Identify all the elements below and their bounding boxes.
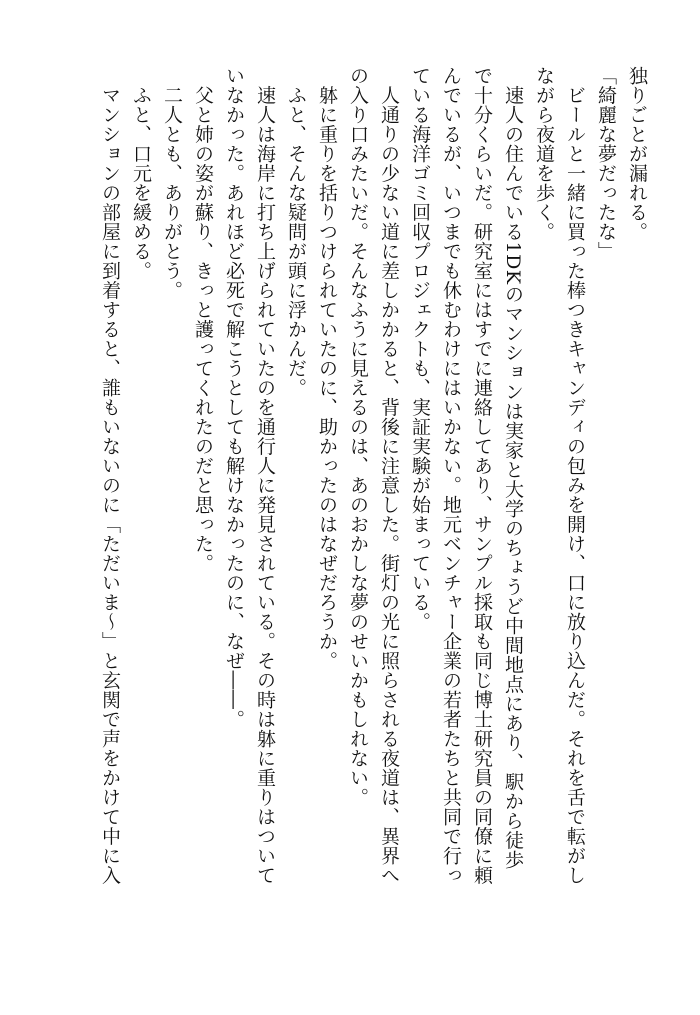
text-line: んでいるが、いつまでも休むわけにはいかない。地元ベンチャー企業の若者たちと共同で行っ — [440, 66, 462, 885]
text-line: マンションの部屋に到着すると、誰もいないのに「ただいま～」と玄関で声をかけて中に入 — [99, 66, 121, 885]
text-line: ながら夜道を歩く。 — [533, 66, 555, 242]
text-line: 父と姉の姿が蘇り、きっと護ってくれたのだと思った。 — [192, 66, 214, 573]
text-line: で十分くらいだ。研究室にはすでに連絡してあり、サンプル採取も同じ博士研究員の同僚に頼 — [471, 66, 493, 885]
text-line: 人通りの少ない道に差しかかると、背後に注意した。街灯の光に照らされる夜道は、異界へ — [378, 66, 400, 885]
text-line: ている海洋ゴミ回収プロジェクトも、実証実験が始まっている。 — [409, 66, 431, 632]
vertical-text-body — [94, 66, 652, 946]
text-line: いなかった。あれほど必死で解こうとしても解けなかったのに、なぜ――。 — [223, 66, 245, 729]
text-line: 躰に重りを括りつけられていたのに、助かったのはなぜだろうか。 — [316, 66, 338, 671]
text-line: 独りごとが漏れる。 — [626, 66, 648, 242]
text-line: ふと、口元を緩める。 — [130, 66, 152, 281]
text-line: ビールと一緒に買った棒つきキャンディの包みを開け、口に放り込んだ。それを舌で転がし — [564, 66, 586, 885]
text-line: 二人とも、ありがとう。 — [161, 66, 183, 300]
text-line: ふと、そんな疑問が頭に浮かんだ。 — [285, 66, 307, 398]
text-line: 速人は海岸に打ち上げられていたのを通行人に発見されている。その時は躰に重りはついて — [254, 66, 276, 885]
text-line: 速人の住んでいる1DKのマンションは実家と大学のちょうど中間地点にあり、駅から徒歩 — [502, 66, 524, 870]
text-line: の入り口みたいだ。そんなふうに見えるのは、あのおかしな夢のせいかもしれない。 — [347, 66, 369, 807]
text-line: 「綺麗な夢だったな」 — [595, 66, 617, 261]
